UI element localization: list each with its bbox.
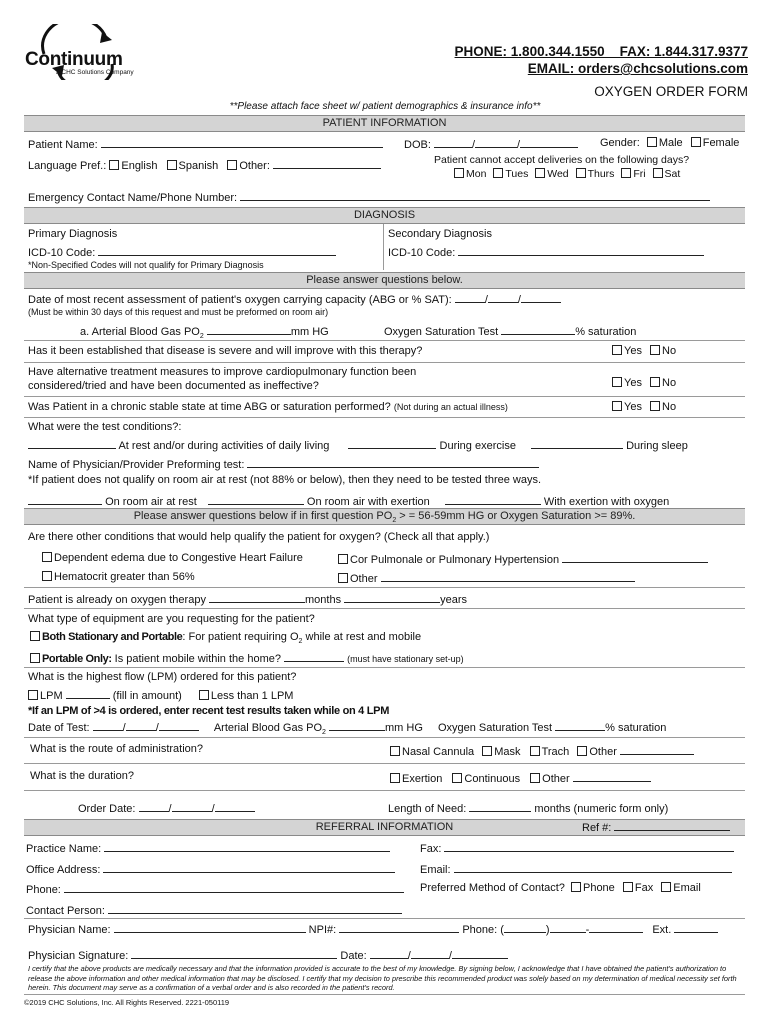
conditions-po2-subscript: 2 [392,517,397,525]
route-question: What is the route of administration? [30,743,204,755]
spanish-checkbox[interactable] [167,160,177,170]
physician-test-label: Name of Physician/Provider Preforming test: [28,459,245,471]
equipment-question: What type of equipment are you requesting for the patient? [28,613,315,625]
language-row [28,158,381,172]
primary-icd-label: ICD-10 Code: [28,247,96,259]
ref-row [582,821,730,834]
mask-checkbox[interactable] [482,746,492,756]
edema-checkbox[interactable] [42,552,52,562]
questions-section-header: Please answer questions below. [24,272,745,289]
abg-unit: mm HG [290,326,329,338]
method-email-label: Email [673,882,701,894]
npi-label: NPI#: [308,924,337,936]
order-date-label: Order Date: [78,803,136,815]
secondary-icd-row [388,245,704,259]
english-label: English [121,160,158,172]
practice-field[interactable] [104,841,390,852]
assessment-year-field[interactable] [521,292,561,303]
hematocrit-checkbox[interactable] [42,571,52,581]
method-email-checkbox[interactable] [661,882,671,892]
alternative-options [612,377,676,389]
stable-question: Was Patient in a chronic stable state at time ABG or saturation performed? [28,401,391,413]
signature-date-year-field[interactable] [452,948,508,959]
route-other-field[interactable] [620,744,694,755]
alternative-no-label: No [662,377,677,389]
rest-label: At rest and/or during activities of daily living [118,440,330,452]
primary-icd-row [28,245,336,259]
sleep-label: During sleep [626,440,688,452]
already-years-field[interactable] [344,592,440,603]
order-date-month-field[interactable] [139,801,169,812]
lpm-checkbox[interactable] [28,690,38,700]
diagnosis-section-header: DIAGNOSIS [24,207,745,224]
contact-person-row [26,903,402,917]
test-conditions-question: What were the test conditions?: [28,421,182,433]
physician-phone-area-field[interactable] [504,922,546,933]
signature-row: Physician Signature: Date: / / [28,948,508,962]
assessment-question: Date of most recent assessment of patient's oxygen carrying capacity (ABG or % SAT): [28,294,452,306]
lpm-date-year-field[interactable] [159,720,199,731]
sleep-field[interactable] [531,438,623,449]
stable-row [28,401,508,413]
sat-label: Oxygen Saturation Test [384,326,499,338]
duration-other-field[interactable] [573,771,651,782]
day-tues-checkbox[interactable] [493,168,503,178]
abg-row [80,324,329,340]
phone-fax: PHONE: 1.800.344.1550 FAX: 1.844.317.9377 [454,44,748,59]
trach-label: Trach [541,746,570,758]
conditions-question: Are there other conditions that would help qualify the patient for oxygen? (Check all that apply.) [28,531,490,543]
fax-label: Fax: [420,843,442,855]
portable-checkbox[interactable] [30,653,40,663]
emergency-label: Emergency Contact Name/Phone Number: [28,192,238,204]
severity-no-checkbox[interactable] [650,345,660,355]
both-row [30,631,421,645]
sat-row [384,324,636,338]
both-desc-post: while at rest and mobile [302,631,422,643]
day-sat-checkbox[interactable] [653,168,663,178]
conditions-section-post: > = 56-59mm HG or Oxygen Saturation >= 89%. [396,510,636,522]
stable-no-checkbox[interactable] [650,401,660,411]
route-options [390,744,694,758]
rest-field[interactable] [28,438,116,449]
assessment-row: Date of most recent assessment of patient's oxygen carrying capacity (ABG or % SAT): / / [28,292,561,306]
signature-date-label: Date: [340,950,367,962]
with-oxygen-label: With exertion with oxygen [543,496,670,508]
fax-row [420,841,734,855]
lpm-sat-unit: % saturation [605,722,667,734]
spanish-label: Spanish [178,160,219,172]
female-checkbox[interactable] [691,137,701,147]
dob-day-field[interactable] [475,137,517,148]
dob-label: DOB: [404,139,431,151]
order-date-row: Order Date: / / [78,801,255,815]
referral-phone-label: Phone: [26,884,61,896]
emergency-field[interactable] [240,190,710,201]
office-label: Office Address: [26,864,101,876]
referral-section-header: REFERRAL INFORMATION [24,819,745,836]
patient-name-field[interactable] [101,137,383,148]
conditions-other-label: Other [350,573,378,585]
mask-label: Mask [494,746,521,758]
room-exertion-field[interactable] [208,494,304,505]
referral-email-label: Email: [420,864,451,876]
exercise-field[interactable] [348,438,436,449]
severity-no-label: No [662,345,677,357]
already-months-label: months [305,594,342,606]
length-label: Length of Need: [388,803,467,815]
language-other-label: Other: [239,160,270,172]
referral-phone-field[interactable] [64,882,404,893]
physician-row: Physician Name: NPI#: Phone: ( ) - Ext. [28,922,718,936]
duration-question: What is the duration? [30,770,134,782]
emergency-row [28,190,710,204]
length-row [388,801,668,815]
portable-field[interactable] [284,651,344,662]
sat-unit: % saturation [575,326,637,338]
length-unit: months (numeric form only) [534,803,669,815]
physician-label: Physician Name: [28,924,111,936]
already-years-label: years [440,594,468,606]
sat-field[interactable] [501,324,575,335]
patient-name-label: Patient Name: [28,139,98,151]
physician-test-field[interactable] [247,457,539,468]
female-label: Female [702,137,740,149]
lpm-label: LPM [40,690,63,702]
office-field[interactable] [103,862,395,873]
room-rest-label: On room air at rest [105,496,197,508]
referral-phone-row [26,882,404,896]
fax-field[interactable] [444,841,734,852]
dob-row: DOB: / / [404,137,578,151]
alternative-yes-label: Yes [624,377,642,389]
ext-field[interactable] [674,922,718,933]
already-months-field[interactable] [209,592,305,603]
lpm-field[interactable] [66,688,110,699]
practice-row [26,841,390,855]
method-phone-checkbox[interactable] [571,882,581,892]
male-checkbox[interactable] [647,137,657,147]
both-desc-pre: : For patient requiring O [182,631,299,643]
portable-note: (must have stationary set-up) [347,654,464,664]
exertion-label: Exertion [402,773,443,785]
primary-icd-field[interactable] [98,245,336,256]
hematocrit-row [42,571,195,583]
logo [22,24,142,80]
copyright: ©2019 CHC Solutions, Inc. All Rights Reserved. 2221-050119 [24,998,230,1007]
secondary-icd-field[interactable] [458,245,704,256]
practice-label: Practice Name: [26,843,102,855]
signature-date-day-field[interactable] [411,948,449,959]
secondary-diagnosis-label: Secondary Diagnosis [388,228,492,240]
email: EMAIL: orders@chcsolutions.com [527,61,748,76]
portable-label: Portable Only: [42,653,112,665]
room-rest-field[interactable] [28,494,102,505]
exercise-label: During exercise [439,440,516,452]
delivery-note: Patient cannot accept deliveries on the following days? [434,154,690,166]
already-row [28,592,467,606]
conditions-other-checkbox[interactable] [338,573,348,583]
language-other-checkbox[interactable] [227,160,237,170]
lpm-sat-label: Oxygen Saturation Test [437,722,553,734]
with-oxygen-field[interactable] [445,494,541,505]
lpm-abg-unit: mm HG [385,722,423,734]
lpm-abg-field[interactable] [329,720,385,731]
exertion-checkbox[interactable] [390,773,400,783]
conditions-other-field[interactable] [381,571,635,582]
form-title: OXYGEN ORDER FORM [594,84,748,99]
abg-label: a. Arterial Blood Gas PO [80,326,200,338]
npi-field[interactable] [339,922,459,933]
lpm-date-day-field[interactable] [126,720,156,731]
english-checkbox[interactable] [109,160,119,170]
less-lpm-label: Less than 1 LPM [210,690,294,702]
route-other-label: Other [589,746,617,758]
conditions-section-header [24,508,745,525]
gender-label: Gender: [600,137,640,149]
edema-row [42,552,303,564]
physician-phone-prefix-field[interactable] [550,922,586,933]
assessment-month-field[interactable] [455,292,485,303]
room-air-row [28,494,669,508]
stable-options [612,401,676,413]
gender-row [600,137,739,149]
less-lpm-checkbox[interactable] [199,690,209,700]
alternative-question-line1: Have alternative treatment measures to improve cardiopulmonary function been [28,366,417,378]
severity-yes-checkbox[interactable] [612,345,622,355]
diagnosis-note: *Non-Specified Codes will not qualify for Primary Diagnosis [28,260,264,270]
signature-label: Physician Signature: [28,950,129,962]
continuous-checkbox[interactable] [452,773,462,783]
route-other-checkbox[interactable] [577,746,587,756]
stable-yes-checkbox[interactable] [612,401,622,411]
stable-note: (Not during an actual illness) [393,402,508,412]
referral-email-row [420,862,732,876]
day-wed-checkbox[interactable] [535,168,545,178]
conditions-section-pre: Please answer questions below if in first question PO [133,510,393,522]
alternative-no-checkbox[interactable] [650,377,660,387]
nasal-label: Nasal Cannula [402,746,475,758]
day-mon-label: Mon [466,168,487,180]
test-conditions-row [28,438,688,452]
severity-options [612,345,676,357]
cor-row [338,552,708,566]
dob-month-field[interactable] [434,137,472,148]
contact-person-label: Contact Person: [26,905,105,917]
certification-text: I certify that the above products are medically necessary and that the information provided is accurate to the best of my knowledge. By signing below, I acknowledge that I have obtained the patient's authorization to release the above information and other medical information that may be disclosed. I certify that my decision to prescribe this recommended product was solely based on my determination of medical necessity set forth herein. This document may serve as a confirmation of a verbal order and is also recorded in the patient's record. [28,964,737,992]
continuous-label: Continuous [464,773,521,785]
duration-other-label: Other [542,773,570,785]
order-date-day-field[interactable] [172,801,212,812]
assessment-day-field[interactable] [488,292,518,303]
both-label: Both Stationary and Portable [42,631,183,643]
lpm-question: What is the highest flow (LPM) ordered for this patient? [28,671,297,683]
lpm-sat-field[interactable] [555,720,605,731]
portable-desc: Is patient mobile within the home? [111,653,281,665]
cor-checkbox[interactable] [338,554,348,564]
method-fax-label: Fax [634,882,654,894]
male-label: Male [658,137,683,149]
lpm-row [28,688,293,702]
hematocrit-label: Hematocrit greater than 56% [54,571,195,583]
contact-person-field[interactable] [108,903,402,914]
alternative-yes-checkbox[interactable] [612,377,622,387]
day-thurs-checkbox[interactable] [576,168,586,178]
method-phone-label: Phone [582,882,615,894]
lpm-test-row: Date of Test: / / Arterial Blood Gas $PO_2$ mm HG Oxygen Saturation Test % saturation [28,722,667,737]
day-sat-label: Sat [664,168,681,180]
po2-subscript: 2 [199,333,204,341]
ext-label: Ext. [652,924,672,936]
severity-question: Has it been established that disease is severe and will improve with this therapy? [28,345,423,357]
day-thurs-label: Thurs [587,168,615,180]
physician-field[interactable] [114,922,306,933]
o2-subscript: 2 [298,638,303,646]
signature-field[interactable] [131,948,337,959]
patient-name-row [28,137,383,151]
logo-text: Continuum [25,49,123,70]
ref-label: Ref #: [582,822,612,834]
day-wed-label: Wed [547,168,569,180]
patient-section-header: PATIENT INFORMATION [24,115,745,132]
both-checkbox[interactable] [30,631,40,641]
day-mon-checkbox[interactable] [454,168,464,178]
alternative-question-line2: considered/tried and have been documented as ineffective? [28,380,319,392]
portable-row [30,651,464,665]
duration-options [390,771,651,785]
abg-field[interactable] [207,324,291,335]
conditions-other-row [338,571,635,585]
stable-yes-label: Yes [624,401,642,413]
already-label: Patient is already on oxygen therapy [28,594,206,606]
office-row [26,862,395,876]
logo-subtitle: a CHC Solutions Company [56,69,134,76]
ref-field[interactable] [614,821,730,831]
physician-test-row [28,457,539,471]
dob-year-field[interactable] [520,137,578,148]
three-ways-note: *If patient does not qualify on room air at rest (not 88% or below), then they need to be tested three ways. [28,474,542,486]
lpm-abg-label: Arterial Blood Gas PO [213,722,323,734]
duration-other-checkbox[interactable] [530,773,540,783]
severity-yes-label: Yes [624,345,642,357]
signature-date-month-field[interactable] [370,948,408,959]
edema-label: Dependent edema due to Congestive Heart Failure [54,552,303,564]
trach-checkbox[interactable] [530,746,540,756]
lpm-date-month-field[interactable] [93,720,123,731]
length-field[interactable] [469,801,531,812]
attach-note: **Please attach face sheet w/ patient demographics & insurance info** [229,101,541,112]
cor-field[interactable] [562,552,708,563]
order-date-year-field[interactable] [215,801,255,812]
language-label: Language Pref.: [28,160,107,172]
physician-phone-line-field[interactable] [589,922,643,933]
day-fri-checkbox[interactable] [621,168,631,178]
lpm-date-label: Date of Test: [28,722,90,734]
method-fax-checkbox[interactable] [623,882,633,892]
nasal-checkbox[interactable] [390,746,400,756]
diagnosis-divider [383,224,384,270]
lpm-note: *If an LPM of >4 is ordered, enter recent test results taken while on 4 LPM [28,705,390,717]
referral-email-field[interactable] [454,862,732,873]
day-fri-label: Fri [633,168,646,180]
primary-diagnosis-label: Primary Diagnosis [28,228,118,240]
day-tues-label: Tues [505,168,529,180]
lpm-fill-note: (fill in amount) [112,690,182,702]
assessment-note: (Must be within 30 days of this request and must be preformed on room air) [28,307,329,317]
delivery-days [454,168,680,180]
contact-method-label: Preferred Method of Contact? [420,882,565,894]
physician-phone-label: Phone: ( [462,924,504,936]
cor-label: Cor Pulmonale or Pulmonary Hypertension [350,554,560,566]
lpm-po2-subscript: 2 [322,729,326,737]
language-other-field[interactable] [273,158,381,169]
secondary-icd-label: ICD-10 Code: [388,247,456,259]
stable-no-label: No [662,401,677,413]
room-exertion-label: On room air with exertion [306,496,430,508]
contact-method-row [420,882,701,894]
